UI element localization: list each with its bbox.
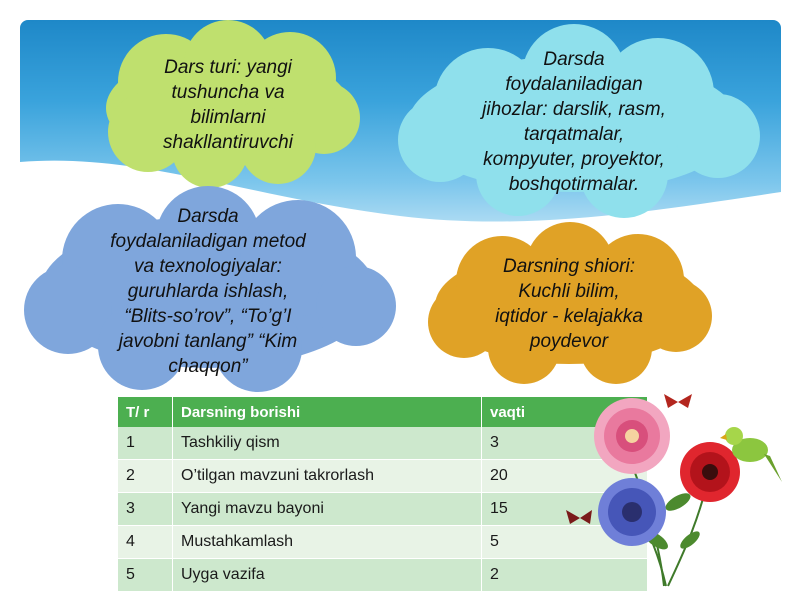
cloud-line: iqtidor - kelajakka: [495, 306, 643, 327]
cloud-line: chaqqon”: [168, 355, 248, 377]
cloud-line: jihozlar: darslik, rasm,: [482, 99, 666, 120]
cloud-line: bilimlarni: [190, 107, 266, 128]
header-number: T/ r: [118, 397, 173, 427]
cloud-motto: [420, 222, 718, 386]
cloud-equipment: [388, 24, 760, 220]
cloud-line: va texnologiyalar:: [134, 255, 282, 277]
butterfly-icon: [664, 394, 692, 408]
cloud-line: Darsda: [543, 49, 605, 70]
row-number: 1: [118, 427, 173, 460]
cloud-line: “Blits-so’rov”, “To’g’I: [124, 305, 292, 327]
cloud-line: Kuchli bilim,: [518, 281, 620, 302]
cloud-line: shakllantiruvchi: [163, 132, 293, 153]
cloud-line: foydalaniladigan: [505, 74, 643, 95]
row-stage: O’tilgan mavzuni takrorlash: [173, 460, 482, 493]
cloud-line: guruhlarda ishlash,: [127, 280, 289, 302]
cloud-lesson-type-text: [88, 20, 368, 190]
row-time: 3: [482, 427, 648, 460]
row-stage: Mustahkamlash: [173, 526, 482, 559]
cloud-line: boshqotirmalar.: [508, 174, 640, 195]
cloud-line: poydevor: [529, 331, 609, 352]
row-stage: Uyga vazifa: [173, 559, 482, 592]
cloud-line: kompyuter, proyektor,: [483, 149, 665, 170]
cloud-line: Darsda: [177, 205, 239, 227]
row-stage: Tashkiliy qism: [173, 427, 482, 460]
row-number: 2: [118, 460, 173, 493]
row-number: 3: [118, 493, 173, 526]
cloud-motto-text: [420, 222, 718, 386]
cloud-line: javobni tanlang” “Kim: [118, 330, 298, 352]
cloud-equipment-text: [388, 24, 760, 220]
row-number: 5: [118, 559, 173, 592]
header-stage: Darsning borishi: [173, 397, 482, 427]
cloud-lesson-type: [88, 20, 368, 190]
cloud-line: Darsning shiori:: [503, 256, 635, 277]
cloud-line: Dars turi: yangi: [164, 57, 292, 78]
row-time: 15: [482, 493, 648, 526]
cloud-methods: [22, 188, 394, 394]
cloud-line: tushuncha va: [171, 82, 285, 103]
row-time: 5: [482, 526, 648, 559]
header-time: vaqti: [482, 397, 648, 427]
row-time: 20: [482, 460, 648, 493]
cloud-line: tarqatmalar,: [523, 124, 625, 145]
cloud-methods-text: [22, 188, 394, 394]
flower-bouquet-icon: [560, 390, 788, 590]
row-number: 4: [118, 526, 173, 559]
cloud-line: foydalaniladigan metod: [110, 230, 306, 252]
row-stage: Yangi mavzu bayoni: [173, 493, 482, 526]
row-time: 2: [482, 559, 648, 592]
